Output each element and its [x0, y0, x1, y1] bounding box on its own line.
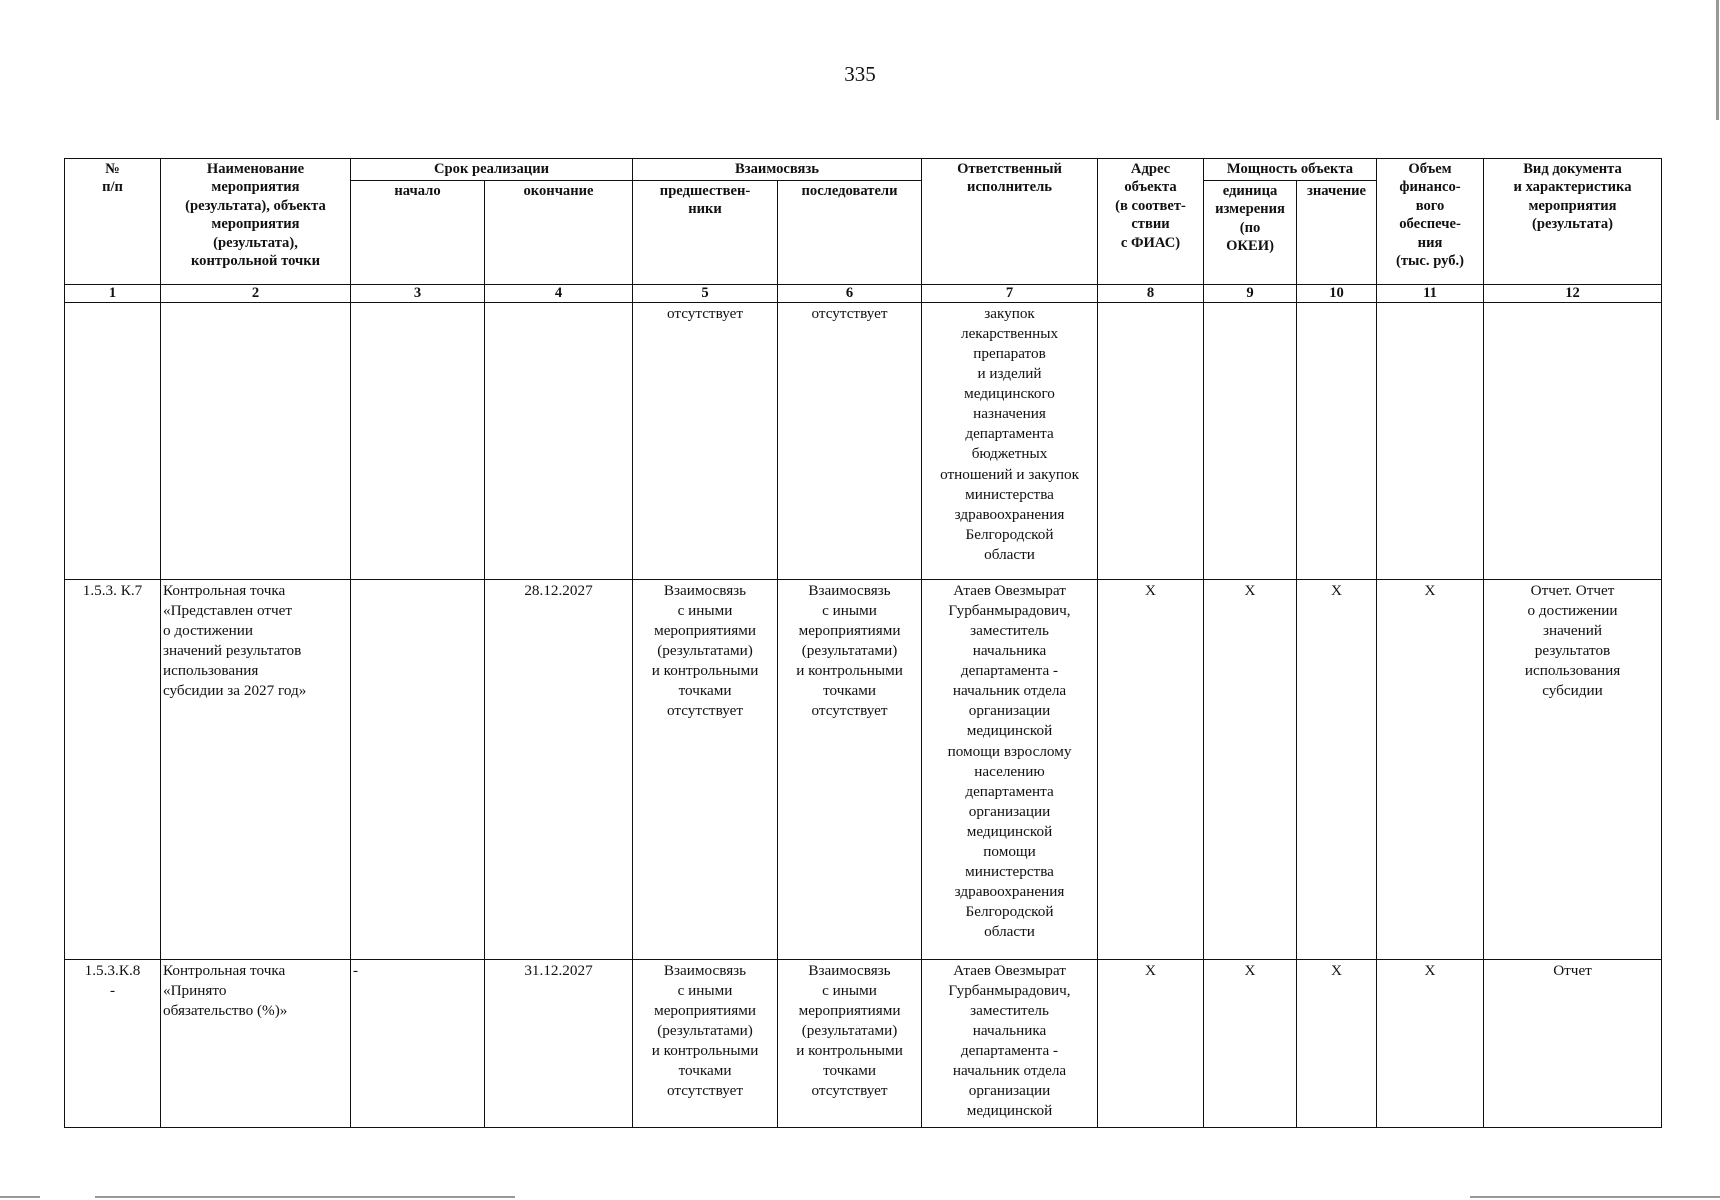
table-row [65, 303, 1662, 580]
cell-no-text: 1.5.3.К.8 [84, 962, 141, 979]
text-line: точками [823, 1062, 876, 1080]
text-line: департамента - [960, 1042, 1059, 1060]
cell-funding: X [1377, 580, 1484, 960]
text-line: отношений и закупок [940, 465, 1079, 483]
text-line: исполнитель [967, 179, 1052, 196]
text-line: результатов [1534, 642, 1611, 660]
text-line: (по [1239, 219, 1261, 236]
text-line: Наименование [206, 161, 305, 177]
cell-doc-type [1484, 960, 1662, 1128]
cell-unit: X [1204, 960, 1297, 1128]
cell-funding: X [1377, 960, 1484, 1128]
text-line: отсутствует [811, 305, 888, 322]
text-line: мероприятиями [798, 1002, 901, 1020]
cell-doc-type [1484, 303, 1662, 580]
text-line: мероприятиями [654, 1002, 756, 1020]
text-line: точками [678, 682, 732, 700]
header-group-link-label: Взаимосвязь [735, 161, 820, 177]
text-line: с иными [677, 982, 733, 1000]
scan-artifact-line [95, 1196, 515, 1198]
text-line: «Принято [163, 982, 227, 1000]
text-line: и контрольными [796, 662, 903, 680]
text-line: о достижении [1527, 602, 1618, 620]
text-line: мероприятия [211, 216, 300, 233]
header-group-link [633, 159, 922, 181]
text-line: начальника [972, 1022, 1047, 1040]
text-line: Взаимосвязь [663, 582, 747, 599]
text-line: и контрольными [651, 662, 759, 680]
text-line: финансо- [1399, 179, 1461, 196]
text-line: № [105, 161, 120, 177]
cell-value: X [1297, 960, 1377, 1128]
cell-successors [778, 303, 922, 580]
cell-predecessors [633, 303, 778, 580]
text-line: назначения [973, 405, 1046, 423]
table-row [65, 960, 1662, 1128]
cell-predecessors [633, 960, 778, 1128]
text-line: п/п [102, 179, 123, 196]
cell-successors [778, 580, 922, 960]
text-line: закупок [984, 305, 1035, 322]
col-number: 8 [1098, 285, 1204, 303]
cell-end: 28.12.2027 [485, 580, 633, 960]
text-line: медицинской [966, 1102, 1053, 1120]
text-line: мероприятия [1528, 197, 1617, 214]
text-line: Белгородской [965, 525, 1054, 543]
text-line: департамента [965, 782, 1054, 800]
text-line: объекта [1124, 179, 1177, 196]
cell-name [161, 580, 351, 960]
text-line: отсутствует [667, 305, 743, 322]
table-row [65, 580, 1662, 960]
text-line: лекарственных [960, 325, 1059, 343]
text-line: Отчет [1553, 962, 1592, 979]
text-line: медицинского [964, 385, 1055, 403]
header-col-11 [1377, 159, 1484, 285]
header-col-1 [65, 159, 161, 285]
header-col-6: последователи [778, 181, 922, 285]
text-line: мероприятиями [654, 622, 756, 640]
col-number: 4 [485, 285, 633, 303]
text-line: ния [1417, 234, 1443, 251]
text-line: контрольной точки [190, 252, 321, 269]
cell-predecessors [633, 580, 778, 960]
cell-start [351, 580, 485, 960]
text-line: с иными [822, 982, 877, 1000]
text-line: помощи [983, 842, 1036, 860]
text-line: населению [974, 762, 1045, 780]
text-line: точками [823, 682, 876, 700]
cell-no: 1.5.3. К.7 [65, 580, 161, 960]
text-line: отсутствует [667, 1082, 743, 1100]
text-line: обязательство (%)» [163, 1002, 288, 1020]
cell-start [351, 303, 485, 580]
text-line: обеспече- [1399, 216, 1461, 233]
text-line: мероприятиями [798, 622, 901, 640]
text-line: Взаимосвязь [808, 582, 891, 599]
col-number: 10 [1297, 285, 1377, 303]
text-line: о достижении [163, 622, 254, 640]
scan-artifact-line [0, 1196, 40, 1198]
text-line: использования [163, 662, 259, 680]
header-col-9 [1204, 181, 1297, 285]
cell-doc-type [1484, 580, 1662, 960]
text-line: и контрольными [651, 1042, 759, 1060]
text-line: министерства [965, 485, 1054, 503]
scan-artifact-line [1716, 0, 1719, 120]
text-line: единица [1222, 183, 1278, 199]
text-line: «Представлен отчет [163, 602, 292, 620]
text-line: Атаев Овезмырат [953, 582, 1066, 599]
text-line: (тыс. руб.) [1396, 252, 1465, 269]
text-line: организации [968, 802, 1051, 820]
header-col-12 [1484, 159, 1662, 285]
text-line: области [984, 545, 1035, 563]
cell-address [1098, 303, 1204, 580]
header-col-8 [1098, 159, 1204, 285]
text-line: с ФИАС) [1120, 234, 1181, 251]
header-group-capacity [1204, 159, 1377, 181]
text-line: отсутствует [811, 702, 888, 720]
col-number: 9 [1204, 285, 1297, 303]
text-line: Объем [1408, 161, 1452, 177]
text-line: и изделий [977, 365, 1042, 383]
text-line: Взаимосвязь [808, 962, 891, 979]
cell-responsible [922, 580, 1098, 960]
text-line: Белгородской [965, 903, 1054, 920]
text-line: заместитель [970, 622, 1049, 640]
text-line: субсидии за 2027 год» [163, 682, 307, 700]
text-line: (результатами) [657, 1022, 753, 1040]
col-number: 3 [351, 285, 485, 303]
text-line: департамента [965, 425, 1054, 443]
text-line: и характеристика [1513, 179, 1632, 196]
text-line: и контрольными [796, 1042, 903, 1060]
text-line: здравоохранения [954, 882, 1065, 900]
text-line: с иными [822, 602, 877, 620]
text-line: препаратов [973, 345, 1046, 363]
text-line: ники [688, 201, 722, 218]
text-line: начальника [972, 642, 1047, 660]
cell-address: X [1098, 580, 1204, 960]
text-line: начальник отдела [952, 682, 1067, 700]
text-line: бюджетных [971, 445, 1048, 463]
text-line: Атаев Овезмырат [953, 962, 1066, 979]
text-line: отсутствует [811, 1082, 888, 1100]
text-line: значений результатов [163, 642, 302, 660]
col-number: 6 [778, 285, 922, 303]
schedule-table [64, 158, 1662, 1128]
text-line: медицинской [966, 822, 1053, 840]
text-line: помощи взрослому [947, 742, 1072, 760]
text-line: Взаимосвязь [663, 962, 747, 979]
cell-funding [1377, 303, 1484, 580]
text-line: Гурбанмырадович, [948, 602, 1071, 620]
cell-name [161, 960, 351, 1128]
text-line: Ответственный [957, 161, 1062, 177]
text-line: вого [1415, 197, 1445, 214]
text-line: области [984, 923, 1035, 941]
text-line: (результатами) [801, 1022, 898, 1040]
cell-end [485, 303, 633, 580]
text-line: заместитель [970, 1002, 1049, 1020]
col-number: 11 [1377, 285, 1484, 303]
text-line: Контрольная точка [163, 582, 286, 599]
col-number: 2 [161, 285, 351, 303]
text-line: Контрольная точка [163, 962, 286, 979]
text-line: Адрес [1130, 161, 1171, 177]
text-line: департамента - [960, 662, 1059, 680]
text-line: предшествен- [659, 183, 751, 199]
text-line: точками [678, 1062, 732, 1080]
text-line: значений [1543, 622, 1603, 640]
header-col-3: начало [351, 181, 485, 285]
text-line: с иными [677, 602, 733, 620]
text-line: ствии [1131, 216, 1170, 233]
text-line: организации [968, 1082, 1051, 1100]
table-body [65, 303, 1662, 1128]
cell-unit: X [1204, 580, 1297, 960]
text-line: ОКЕИ) [1226, 238, 1274, 255]
text-line: (результата) [1531, 216, 1614, 233]
text-line: министерства [965, 862, 1054, 880]
text-line: использования [1524, 662, 1621, 680]
text-line: отсутствует [667, 702, 743, 720]
text-line: (результатами) [657, 642, 753, 660]
text-line: (результатами) [801, 642, 898, 660]
page-number: 335 [844, 62, 876, 86]
text-line: медицинской [966, 722, 1053, 740]
text-line: мероприятия [211, 179, 300, 196]
text-line: Отчет. Отчет [1530, 582, 1615, 599]
cell-address: X [1098, 960, 1204, 1128]
header-col-7 [922, 159, 1098, 285]
text-line: Гурбанмырадович, [948, 982, 1071, 1000]
header-col-4: окончание [485, 181, 633, 285]
col-number: 12 [1484, 285, 1662, 303]
text-line: организации [968, 702, 1051, 720]
text-line: субсидии [1542, 682, 1603, 700]
cell-name [161, 303, 351, 580]
text-line: (в соответ- [1115, 197, 1186, 214]
scan-artifact-line [1470, 1196, 1720, 1198]
cell-value: X [1297, 580, 1377, 960]
cell-responsible [922, 960, 1098, 1128]
cell-start: - [351, 960, 485, 1128]
cell-end: 31.12.2027 [485, 960, 633, 1128]
col-number: 7 [922, 285, 1098, 303]
col-number: 1 [65, 285, 161, 303]
header-group-term-label: Срок реализации [434, 161, 550, 177]
text-line: здравоохранения [954, 505, 1065, 523]
text-line: Вид документа [1523, 161, 1622, 177]
header-number-row [65, 285, 1662, 303]
text-line: измерения [1215, 201, 1285, 218]
text-line: (результата), объекта [185, 197, 326, 214]
cell-no-mark: - [109, 982, 116, 1000]
header-col-2 [161, 159, 351, 285]
header-col-5 [633, 181, 778, 285]
header-col-10: значение [1297, 181, 1377, 285]
table-header [65, 159, 1662, 303]
cell-responsible [922, 303, 1098, 580]
header-group-term [351, 159, 633, 181]
cell-successors [778, 960, 922, 1128]
cell-unit [1204, 303, 1297, 580]
cell-no [65, 303, 161, 580]
header-group-capacity-label: Мощность объекта [1226, 161, 1354, 177]
text-line: начальник отдела [952, 1062, 1067, 1080]
col-number: 5 [633, 285, 778, 303]
cell-value [1297, 303, 1377, 580]
cell-no [65, 960, 161, 1128]
text-line: (результата), [213, 234, 298, 251]
